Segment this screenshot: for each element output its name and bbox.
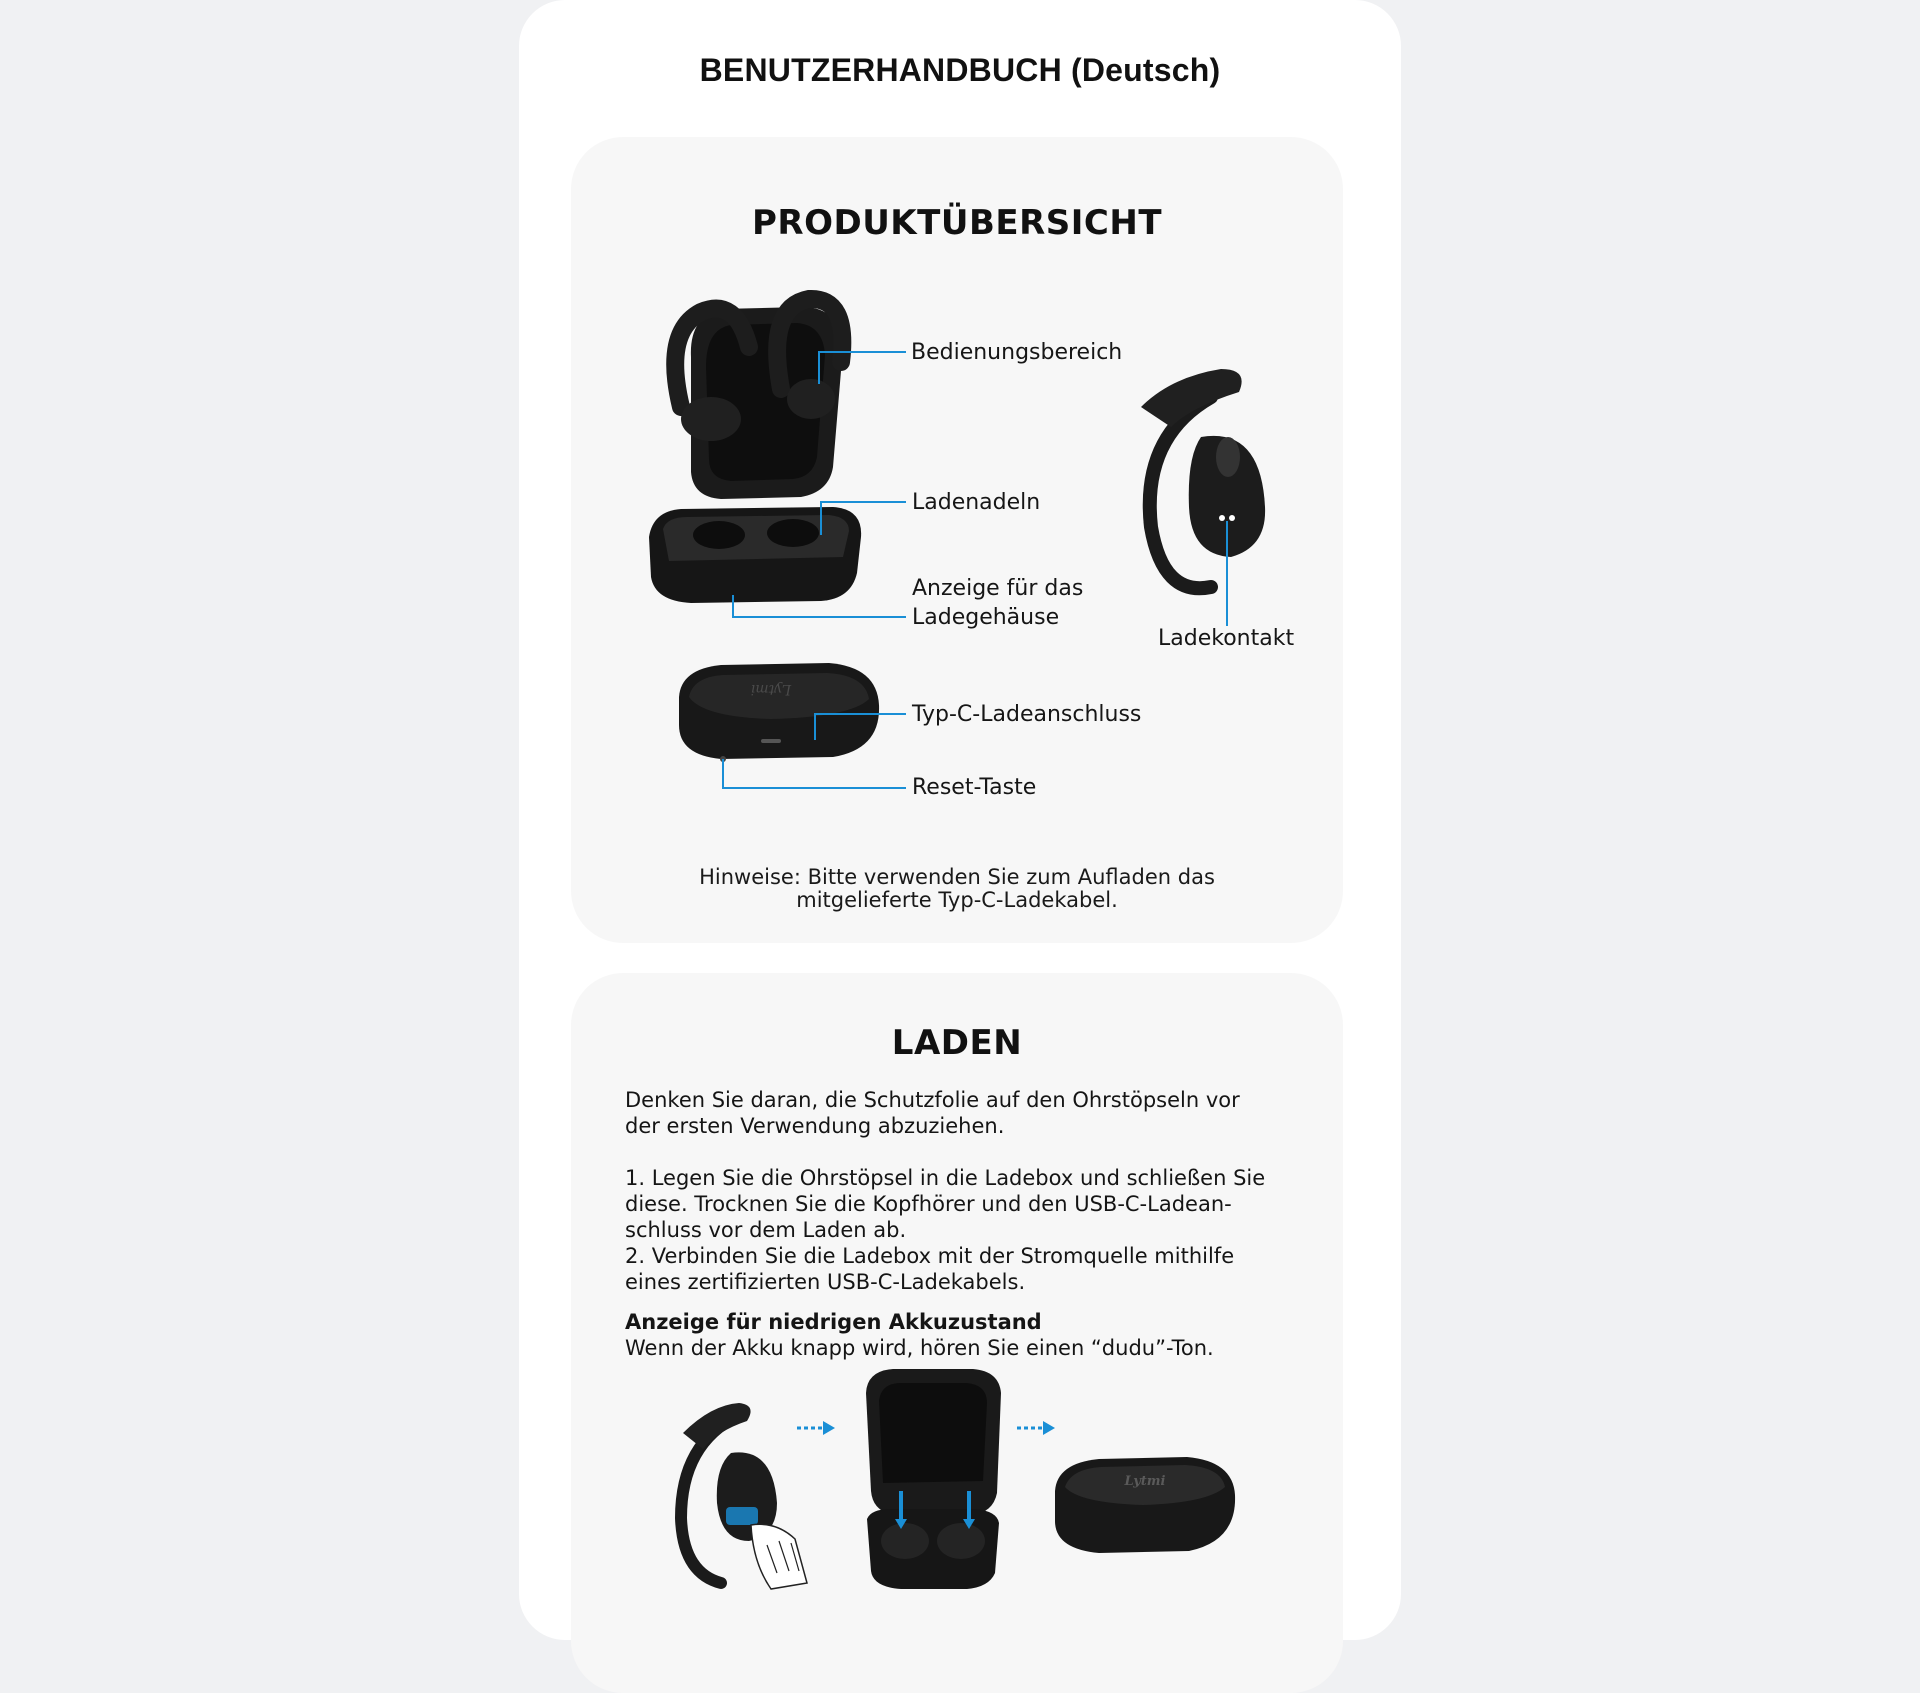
- intro-line-1: Denken Sie daran, die Schutzfolie auf den Ohrstöpseln vor: [625, 1088, 1240, 1112]
- earbud-side-image: [1141, 369, 1265, 588]
- step1-line-2: diese. Trocknen Sie die Kopfhörer und den USB-C-Ladean-: [625, 1192, 1232, 1216]
- label-case-indicator-line1: Anzeige für das: [912, 576, 1084, 601]
- label-case-indicator-line2: Ladegehäuse: [912, 605, 1060, 630]
- step1-line-1: 1. Legen Sie die Ohrstöpsel in die Ladebox und schließen Sie: [625, 1166, 1266, 1190]
- note-line-2: mitgelieferte Typ-C-Ladekabel.: [796, 888, 1118, 912]
- charging-steps-illustration: [571, 973, 1343, 1613]
- closed-case-image: [679, 663, 879, 762]
- case-brand-mark: Lytmi: [750, 681, 792, 697]
- label-control-area: Bedienungsbereich: [911, 340, 1123, 365]
- intro-line-2: der ersten Verwendung abzuziehen.: [625, 1114, 1005, 1138]
- case-brand-mark: Lytmi: [1124, 1474, 1166, 1489]
- case-insert-image: [866, 1369, 1001, 1589]
- arrow-right-icon: [1017, 1421, 1055, 1435]
- label-typec-port: Typ-C-Ladeanschluss: [912, 702, 1142, 727]
- step2-line-2: eines zertifizierten USB-C-Ladekabels.: [625, 1270, 1026, 1294]
- product-overview-illustration: [571, 137, 1343, 943]
- manual-title: BENUTZERHANDBUCH (Deutsch): [699, 52, 1221, 88]
- manual-page: [519, 0, 1401, 1640]
- overview-title: PRODUKTÜBERSICHT: [751, 203, 1163, 243]
- label-charging-pins: Ladenadeln: [912, 490, 1041, 515]
- callout-line-reset-button: [723, 759, 906, 788]
- step2-line-1: 2. Verbinden Sie die Ladebox mit der Stromquelle mithilfe: [625, 1244, 1235, 1268]
- case-closed-image: [1055, 1457, 1235, 1553]
- step1-line-3: schluss vor dem Laden ab.: [625, 1218, 907, 1242]
- note-line-1: Hinweise: Bitte verwenden Sie zum Aufladen das: [699, 865, 1215, 889]
- low-battery-text: Wenn der Akku knapp wird, hören Sie einen “dudu”-Ton.: [625, 1336, 1214, 1360]
- open-case-image: [649, 299, 861, 603]
- product-overview-card: [571, 137, 1343, 943]
- label-reset-button: Reset-Taste: [912, 775, 1037, 800]
- arrow-right-icon: [797, 1421, 835, 1435]
- charging-cable-note: [571, 866, 1343, 912]
- label-charging-contact: Ladekontakt: [1158, 626, 1295, 651]
- charging-title: LADEN: [891, 1023, 1023, 1063]
- low-battery-title: Anzeige für niedrigen Akkuzustand: [625, 1310, 1042, 1334]
- earbud-hand-image: [681, 1403, 807, 1589]
- charging-card: [571, 973, 1343, 1693]
